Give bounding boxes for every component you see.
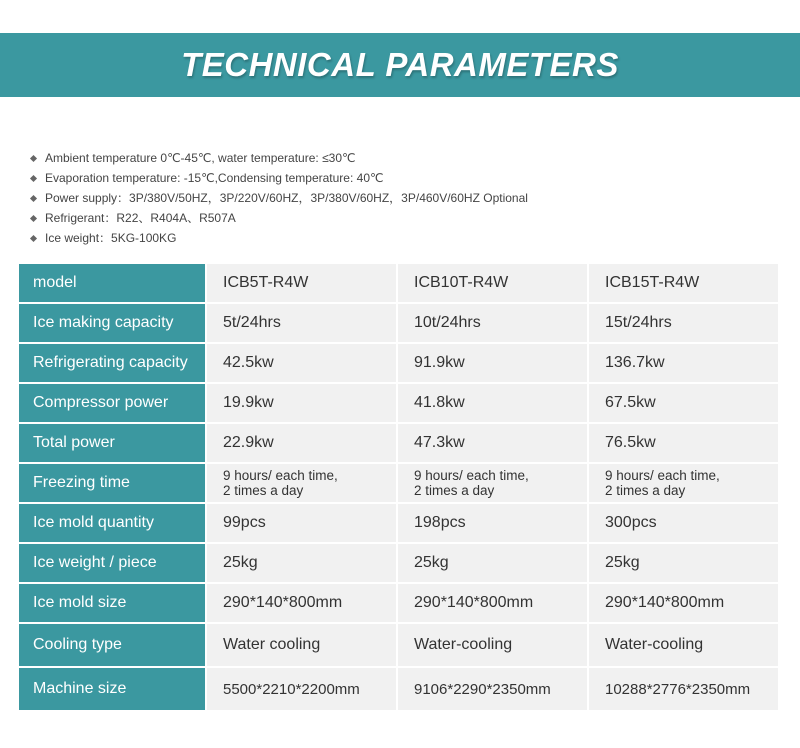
note-item [28,228,528,248]
note-item [28,168,528,188]
table-cell [589,464,778,502]
spec-notes [28,148,528,248]
table-cell: 25kg [207,544,396,582]
table-row [19,304,780,342]
diamond-bullet-icon [30,154,37,161]
table-cell: 42.5kw [207,344,396,382]
table-cell: ICB10T-R4W [398,264,587,302]
cell-line: 9 hours/ each time, [605,468,720,483]
table-cell: 76.5kw [589,424,778,462]
row-label-ice-mold-quantity: Ice mold quantity [19,504,205,542]
title-banner [0,33,800,97]
table-cell: 91.9kw [398,344,587,382]
cell-line: 2 times a day [414,483,495,498]
table-cell: 25kg [589,544,778,582]
table-row [19,344,780,382]
page-title: TECHNICAL PARAMETERS [181,46,619,83]
table-row [19,668,780,710]
row-label-ice-mold-size: Ice mold size [19,584,205,622]
note-item [28,148,528,168]
row-label-model: model [19,264,205,302]
table-row [19,544,780,582]
table-cell: ICB15T-R4W [589,264,778,302]
table-cell: 99pcs [207,504,396,542]
note-text: Ice weight：5KG-100KG [45,231,177,245]
row-label-ice-weight-per-piece: Ice weight / piece [19,544,205,582]
table-row [19,384,780,422]
cell-line: 9 hours/ each time, [223,468,338,483]
table-cell: ICB5T-R4W [207,264,396,302]
row-label-cooling-type: Cooling type [19,624,205,666]
diamond-bullet-icon [30,234,37,241]
row-label-machine-size: Machine size [19,668,205,710]
row-label-total-power: Total power [19,424,205,462]
table-cell [398,464,587,502]
table-row [19,264,780,302]
table-cell: 19.9kw [207,384,396,422]
table-cell: 5t/24hrs [207,304,396,342]
table-cell: Water-cooling [398,624,587,666]
note-text: Refrigerant：R22、R404A、R507A [45,211,236,225]
cell-line: 9 hours/ each time, [414,468,529,483]
table-cell: 290*140*800mm [589,584,778,622]
table-row [19,584,780,622]
row-label-refrigerating-capacity: Refrigerating capacity [19,344,205,382]
note-item [28,188,528,208]
note-item [28,208,528,228]
table-cell: 290*140*800mm [207,584,396,622]
table-row [19,464,780,502]
cell-line: 2 times a day [605,483,686,498]
table-row [19,504,780,542]
table-cell: 290*140*800mm [398,584,587,622]
row-label-ice-making-capacity: Ice making capacity [19,304,205,342]
note-text: Power supply：3P/380V/50HZ，3P/220V/60HZ，3P/380V/60HZ，3P/460V/60HZ Optional [45,191,528,205]
row-label-compressor-power: Compressor power [19,384,205,422]
table-row [19,624,780,666]
table-cell: 300pcs [589,504,778,542]
table-cell: 9106*2290*2350mm [398,668,587,710]
table-cell: 10t/24hrs [398,304,587,342]
table-row [19,424,780,462]
table-cell: 10288*2776*2350mm [589,668,778,710]
table-cell: 5500*2210*2200mm [207,668,396,710]
table-cell: 15t/24hrs [589,304,778,342]
parameters-table [19,264,780,712]
table-cell: 67.5kw [589,384,778,422]
table-cell [207,464,396,502]
diamond-bullet-icon [30,174,37,181]
row-label-freezing-time: Freezing time [19,464,205,502]
table-cell: 41.8kw [398,384,587,422]
table-cell: Water cooling [207,624,396,666]
table-cell: 136.7kw [589,344,778,382]
cell-line: 2 times a day [223,483,304,498]
note-text: Evaporation temperature: -15℃,Condensing temperature: 40℃ [45,171,384,185]
table-cell: 47.3kw [398,424,587,462]
diamond-bullet-icon [30,214,37,221]
table-cell: Water-cooling [589,624,778,666]
table-cell: 22.9kw [207,424,396,462]
note-text: Ambient temperature 0℃-45℃, water temperature: ≤30℃ [45,151,356,165]
diamond-bullet-icon [30,194,37,201]
table-cell: 25kg [398,544,587,582]
table-cell: 198pcs [398,504,587,542]
